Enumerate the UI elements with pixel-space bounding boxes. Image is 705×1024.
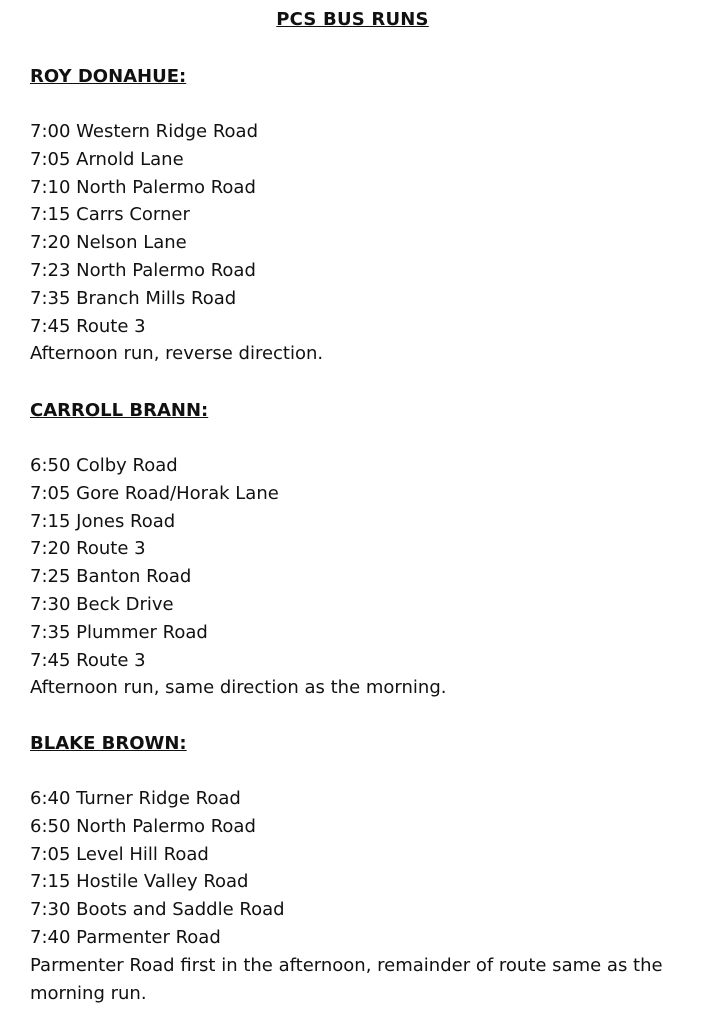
afternoon-note: Afternoon run, same direction as the morning. bbox=[30, 677, 447, 699]
bus-run-carroll-brann bbox=[30, 397, 695, 702]
stop-line: 7:05 Level Hill Road bbox=[30, 843, 209, 865]
stop-line: 7:40 Parmenter Road bbox=[30, 926, 221, 948]
stop-line: 6:50 Colby Road bbox=[30, 455, 178, 476]
stop-line: 7:10 North Palermo Road bbox=[30, 176, 256, 198]
driver-heading: ROY DONAHUE: bbox=[30, 66, 187, 87]
stop-line: 7:25 Banton Road bbox=[30, 566, 192, 588]
stop-line: 7:15 Jones Road bbox=[30, 510, 176, 532]
stop-line: 7:45 Route 3 bbox=[30, 649, 146, 671]
driver-heading: BLAKE BROWN: bbox=[30, 733, 187, 754]
stop-line: 7:30 Beck Drive bbox=[30, 593, 174, 615]
stop-line: 7:15 Carrs Corner bbox=[30, 204, 190, 226]
stop-line: 7:45 Route 3 bbox=[30, 315, 146, 337]
stop-line: 6:50 North Palermo Road bbox=[30, 815, 256, 837]
stop-line: 7:20 Route 3 bbox=[30, 538, 146, 560]
stop-line: 7:15 Hostile Valley Road bbox=[30, 871, 249, 893]
bus-run-roy-donahue bbox=[30, 63, 695, 368]
stop-line: 7:20 Nelson Lane bbox=[30, 232, 187, 254]
stop-line: 7:35 Branch Mills Road bbox=[30, 287, 237, 309]
driver-heading: CARROLL BRANN: bbox=[30, 400, 209, 421]
stop-list bbox=[30, 452, 695, 702]
stop-line: 7:00 Western Ridge Road bbox=[30, 121, 259, 142]
stop-line: 7:35 Plummer Road bbox=[30, 621, 208, 643]
stop-list bbox=[30, 118, 695, 368]
stop-line: 7:23 North Palermo Road bbox=[30, 259, 256, 281]
stop-line: 7:05 Arnold Lane bbox=[30, 148, 184, 170]
document-title: PCS BUS RUNS bbox=[276, 9, 429, 30]
bus-run-blake-brown bbox=[30, 730, 695, 1007]
stop-line: 7:05 Gore Road/Horak Lane bbox=[30, 482, 279, 504]
stop-line: 7:30 Boots and Saddle Road bbox=[30, 899, 285, 921]
afternoon-note: Afternoon run, reverse direction. bbox=[30, 343, 324, 365]
stop-list bbox=[30, 785, 695, 1007]
stop-line: 6:40 Turner Ridge Road bbox=[30, 788, 241, 809]
afternoon-note: Parmenter Road first in the afternoon, remainder of route same as the morning run. bbox=[30, 954, 663, 1004]
